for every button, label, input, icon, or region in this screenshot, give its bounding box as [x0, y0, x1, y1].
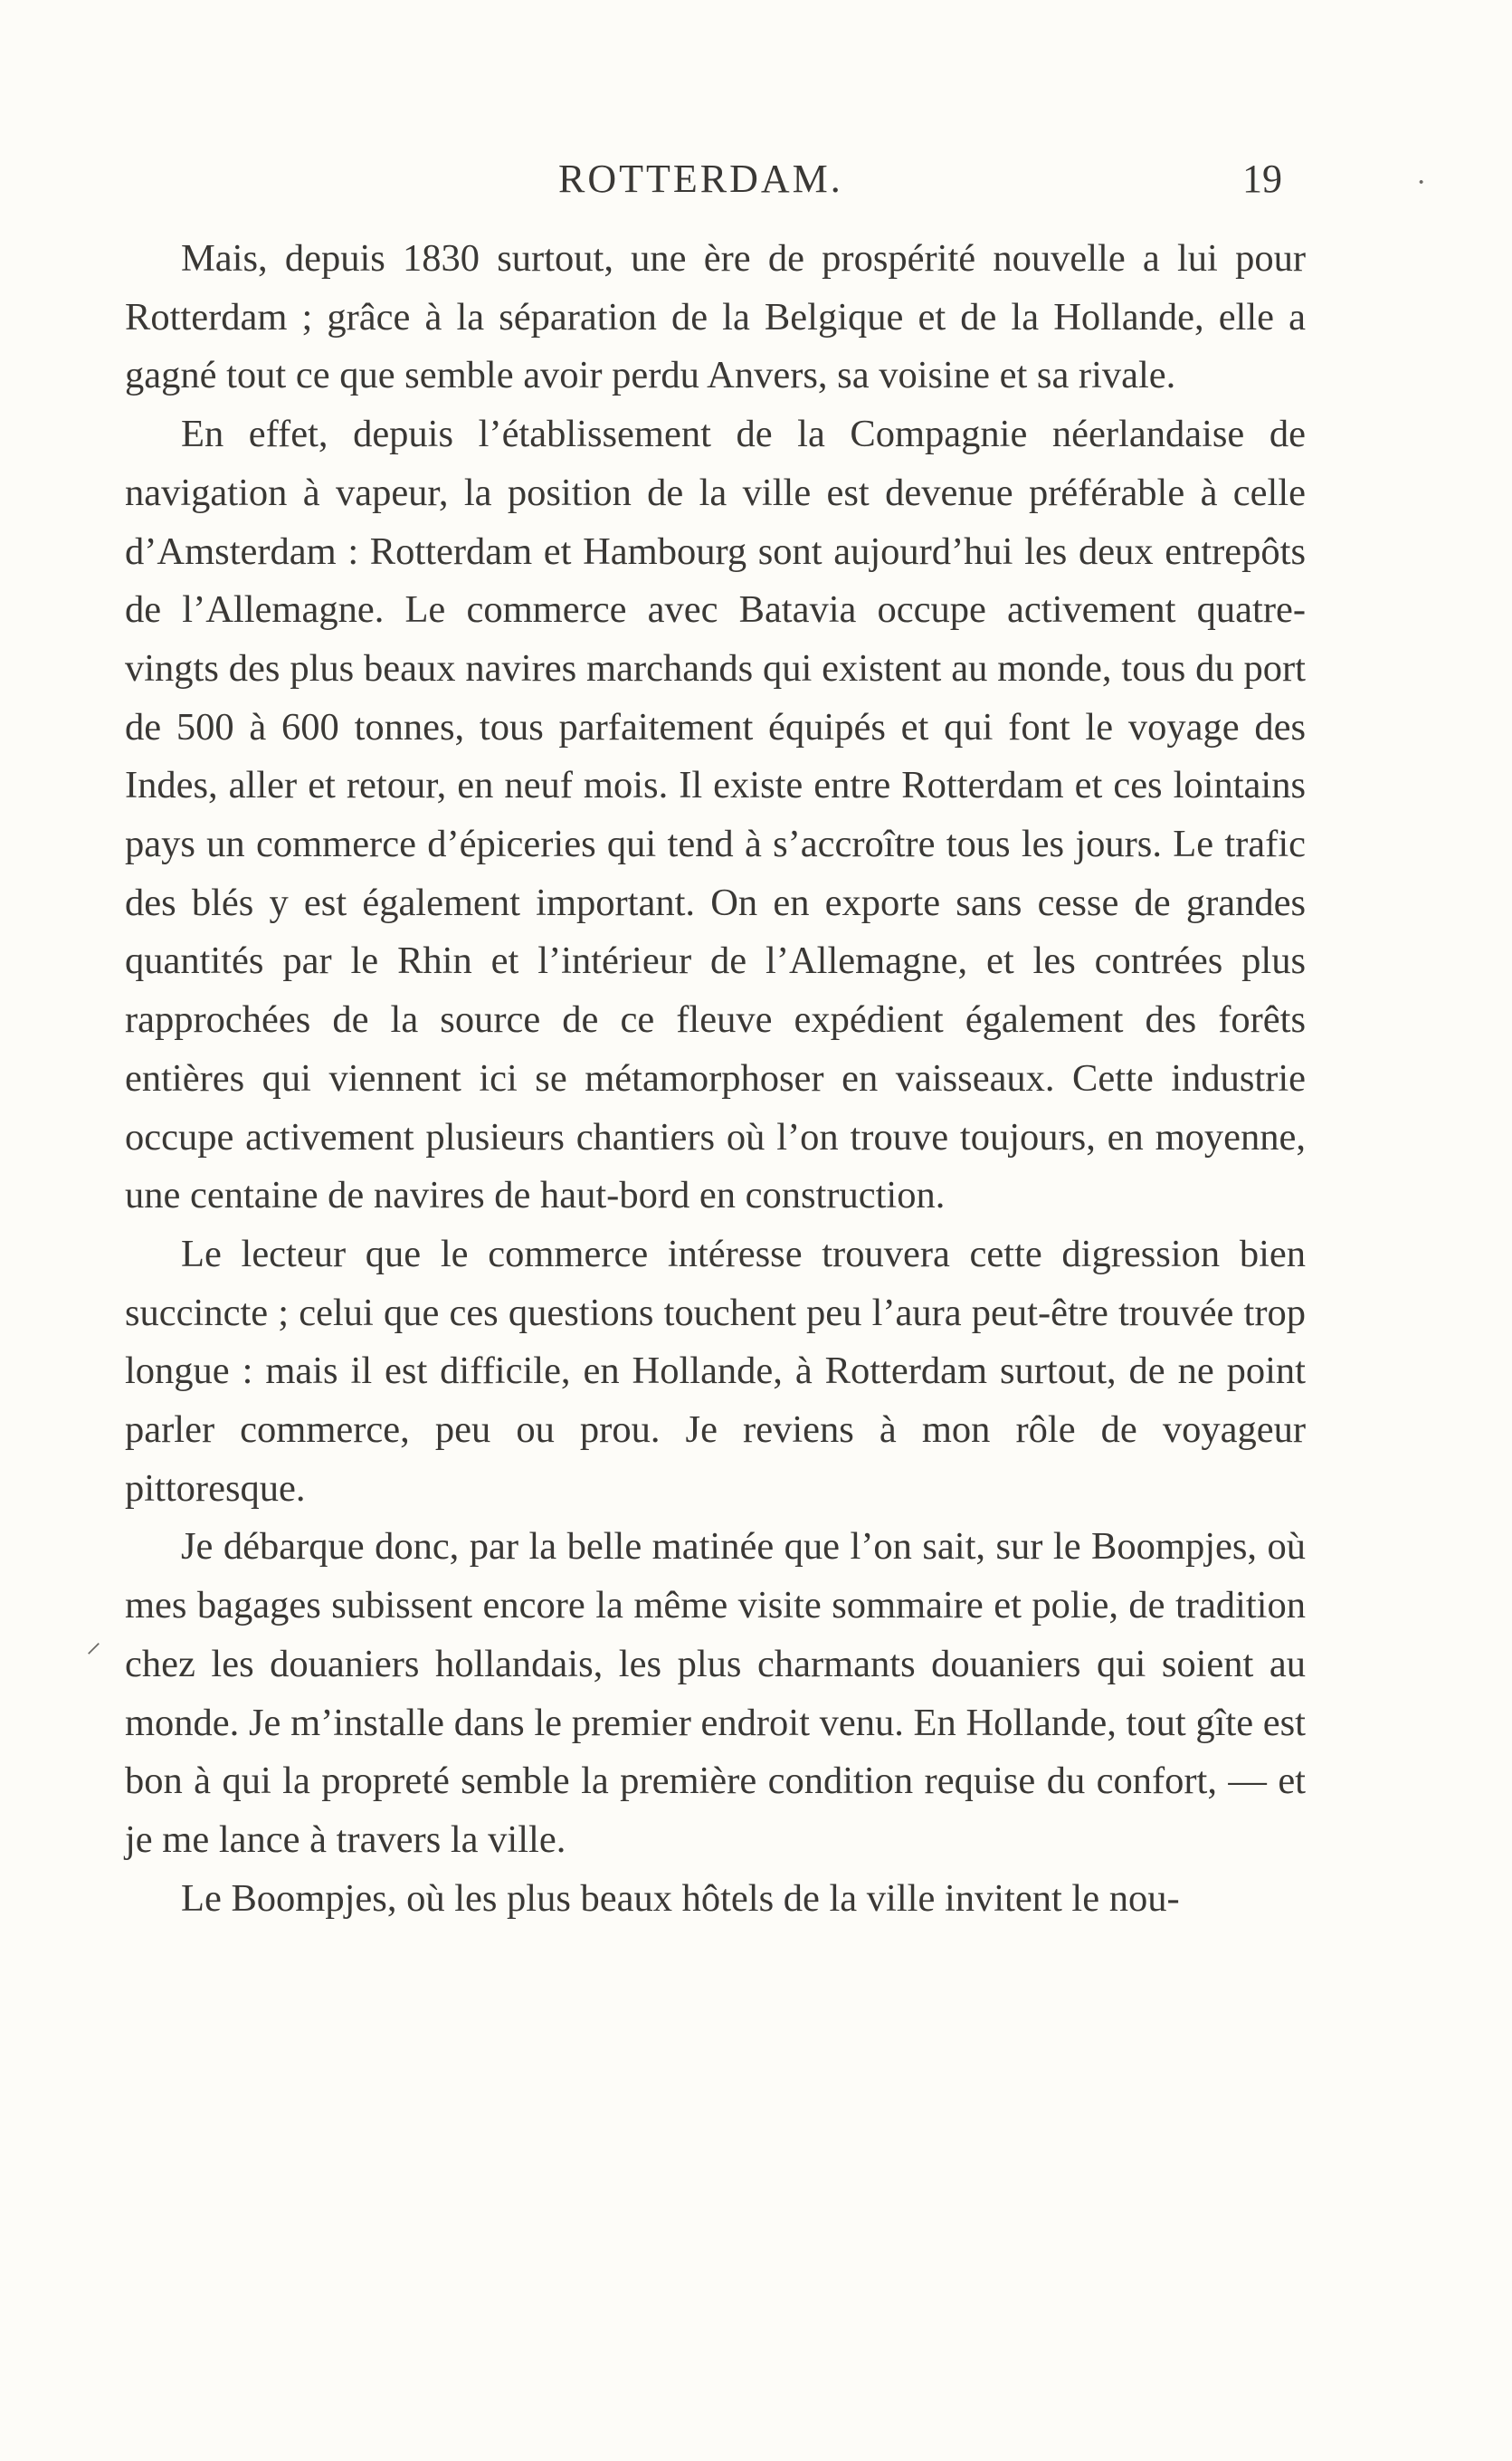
body-text — [125, 230, 1306, 1928]
paragraph-3: Le lecteur que le commerce intéresse trouvera cette digression bien succincte ; celui que ces questions touchent peu l’aura peut-être trouvée trop longue : mais il est difficile, en Hollande, à Rotterdam surtout, de ne point parler commerce, peu ou prou. Je reviens à mon rôle de voyageur pittoresque. — [125, 1232, 1306, 1510]
paragraph-4: Je débarque donc, par la belle matinée que l’on sait, sur le Boompjes, où mes bagages subissent encore la même visite sommaire et polie, de tradition chez les douaniers hollandais, les plus charmants douaniers qui soient au monde. Je m’installe dans le premier endroit venu. En Hollande, tout gîte est bon à qui la propreté semble la première condition requise du confort, — et je me lance à travers la ville. — [125, 1525, 1306, 1861]
running-head — [0, 152, 1512, 206]
page-number: 19 — [1242, 157, 1282, 201]
paragraph-2: En effet, depuis l’établissement de la Compagnie néerlandaise de navigation à vapeur, la position de la ville est devenue préférable à celle d’Amsterdam : Rotterdam et Hambourg sont aujourd’hui les deux entrepôts de l’Allemagne. Le commerce avec Batavia occupe activement quatre-vingts des plus beaux navires marchands qui existent au monde, tous du port de 500 à 600 tonnes, tous parfaitement équipés et qui font le voyage des Indes, aller et retour, en neuf mois. Il existe entre Rotterdam et ces lointains pays un commerce d’épiceries qui tend à s’accroître tous les jours. Le trafic des blés y est également important. On en exporte sans cesse de grandes quantités par le Rhin et l’intérieur de l’Allemagne, et les contrées plus rapprochées de la source de ce fleuve expédient également des forêts entières qui viennent ici se métamorphoser en vaisseaux. Cette industrie occupe activement plusieurs chantiers où l’on trouve toujours, en moyenne, une centaine de navires de haut-bord en construction. — [125, 413, 1306, 1217]
margin-tick-mark: ⸝ — [86, 1626, 101, 1659]
running-title: ROTTERDAM. — [558, 157, 843, 201]
paragraph-5: Le Boompjes, où les plus beaux hôtels de la ville invitent le nou- — [181, 1876, 1180, 1920]
margin-dot-mark: · — [1416, 166, 1427, 199]
paragraph-1: Mais, depuis 1830 surtout, une ère de prospérité nouvelle a lui pour Rotterdam ; grâce à la séparation de la Belgique et de la Hollande, elle a gagné tout ce que semble avoir perdu Anvers, sa voisine et sa rivale. — [125, 237, 1306, 397]
